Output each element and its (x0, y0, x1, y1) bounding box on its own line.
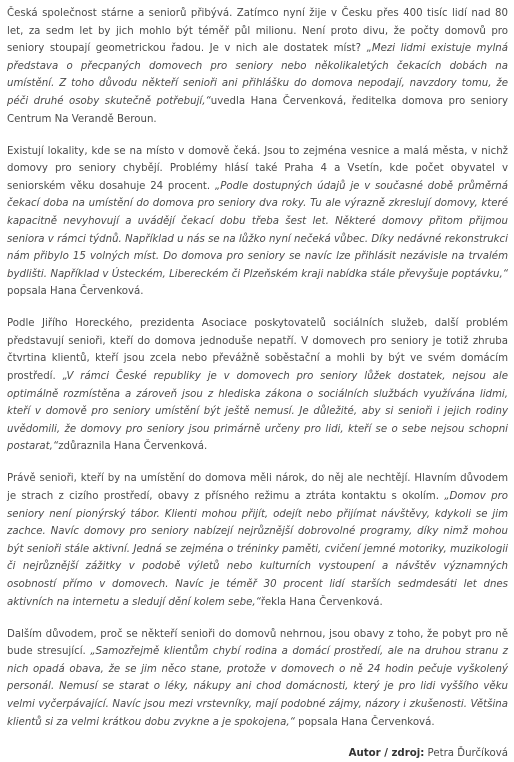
text-run: Dalším důvodem, proč se někteří senioři do domovů nehrnou, jsou obavy z toho, že pobyt pro ně bude stresující. (7, 628, 508, 658)
text-run: Česká společnost stárne a seniorů přibývá. Zatímco nyní žije v Česku přes 400 tisíc lidí nad 80 let, za sedm let by jich mohlo být téměř půl milionu. Není proto divu, že počty domovů pro seniory stoupají geometrickou řadou. Je v nich ale dostatek míst? (7, 8, 508, 55)
article (7, 5, 508, 762)
paragraph-4 (7, 470, 508, 611)
text-run: řekla Hana Červenková. (260, 596, 383, 608)
paragraph-2 (7, 143, 508, 301)
text-run: uvedla Hana Červenková, ředitelka domova pro seniory Centrum Na Verandě Beroun. (7, 95, 508, 125)
paragraph-5 (7, 626, 508, 732)
text-run: popsala Hana Červenková. (7, 286, 144, 298)
text-run: zdůraznila Hana Červenková. (58, 441, 208, 453)
author-name: Petra Ďurčíková (427, 747, 508, 759)
paragraph-3 (7, 315, 508, 456)
text-run: Podle Jiřího Horeckého, prezidenta Asociace poskytovatelů sociálních služeb, další problém představují senioři, kteří do domova jednoduše nepatří. V domovech pro seniory je totiž zhruba čtvrtina klientů, kteří jsou zcela nebo převážně soběstační a mohli by být ve svém domácím prostředí. (7, 318, 508, 383)
byline-label: Autor / zdroj: (348, 747, 425, 759)
author-byline (7, 745, 508, 762)
quote-run: „Domov pro seniory není pionýrský tábor. Klienti mohou přijít, odejít nebo přijímat návštěvy, kdykoli se jim zachce. Navíc domovy pro seniory nabízejí nejrůznější dobrovolné programy, díky nimž mohou být senioři stále aktivní. Jedná se zejména o tréninky paměti, cvičení jemné motoriky, muzikologii či nejrůznější zážitky v podobě výletů nebo kulturních vystoupení a návštěv významných osobností přímo v domovech. Navíc je téměř 30 procent lidí starších sedmdesáti let dnes aktivních na internetu a sledují dění kolem sebe,“ (7, 491, 508, 608)
text-run: popsala Hana Červenková. (294, 716, 435, 728)
quote-run: „V rámci České republiky je v domovech pro seniory lůžek dostatek, nejsou ale optimálně rozmístěna a zároveň jsou z hlediska zákona o sociálních službách využívána lidmi, kteří v domově pro seniory umístění být ještě nemusí. Je důležité, aby si senioři i jejich rodiny uvědomili, že domovy pro seniory jsou primárně určeny pro lidi, kteří se o sebe nejsou schopni postarat,“ (7, 371, 508, 453)
quote-run: „Samozřejmě klientům chybí rodina a domácí prostředí, ale na druhou stranu z nich opadá obava, že se jim něco stane, protože v domovech o ně 24 hodin pečuje vyškolený personál. Nemusí se starat o léky, nákupy ani chod domácnosti, který je pro lidi vyššího věku velmi vyčerpávající. Navíc jsou mezi vrstevníky, mají podobné zájmy, názory i zkušenosti. Většina klientů si za velmi krátkou dobu zvykne a je spokojena,“ (7, 646, 508, 728)
paragraph-1 (7, 5, 508, 128)
quote-run: „Podle dostupných údajů je v současné době průměrná čekací doba na umístění do domova pro seniory dva roky. Tu ale výrazně zkreslují domovy, které kapacitně nevyhovují a uvádějí čekací dobu třeba šest let. Některé domovy přitom přijmou seniora v rámci týdnů. Například u nás se na lůžko nyní nečeká vůbec. Díky nedávné rekonstrukci nám přibylo 15 volných míst. Do domova pro seniory se navíc lze přihlásit nezávisle na trvalém bydlišti. Například v Ústeckém, Libereckém či Plzeňském kraji nabídka stále převyšuje poptávku,“ (7, 180, 509, 280)
text-run: Existují lokality, kde se na místo v domově čeká. Jsou to zejména vesnice a malá města, v nichž domovy pro seniory chybějí. Problémy hlásí také Praha 4 a Vsetín, kde počet obyvatel v seniorském věku dosahuje 24 procent. (7, 145, 508, 192)
quote-run: „Mezi lidmi existuje mylná představa o přecpaných domovech pro seniory nebo několikaletých čekacích dobách na umístění. Z toho důvodu někteří senioři ani přihlášku do domova nepodají, navzdory tomu, že péči druhé osoby skutečně potřebují,“ (7, 43, 509, 107)
text-run: Právě senioři, kteří by na umístění do domova měli nárok, do něj ale nechtějí. Hlavním důvodem je strach z cizího prostředí, obavy z přísného režimu a ztráta kontaktu s okolím. (7, 473, 508, 503)
